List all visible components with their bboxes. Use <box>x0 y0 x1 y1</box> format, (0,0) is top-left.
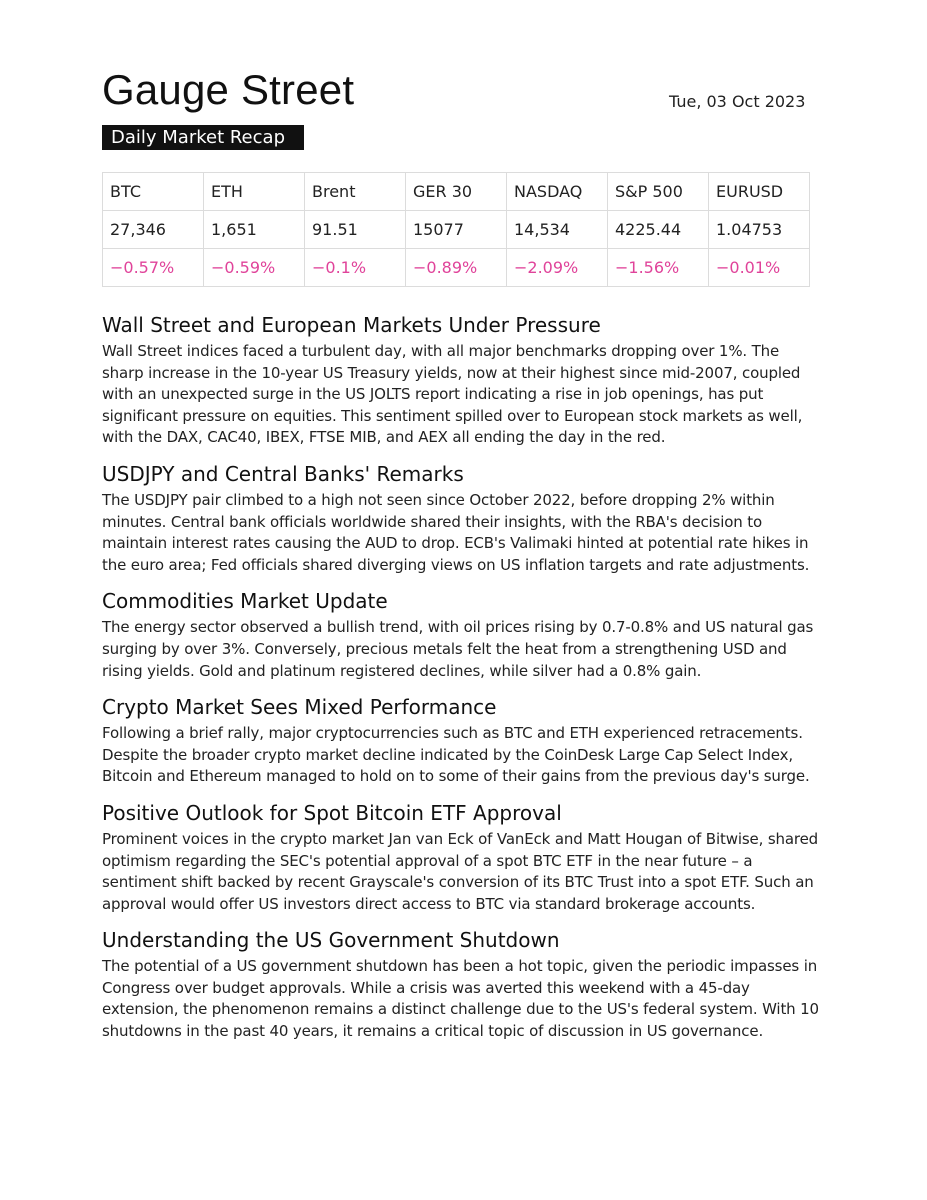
news-section <box>102 798 822 915</box>
section-heading: USDJPY and Central Banks' Remarks <box>102 461 464 486</box>
brand-title: Gauge Street <box>102 66 355 113</box>
ticker-symbol-row <box>103 173 810 211</box>
ticker-change: −2.09% <box>507 249 608 287</box>
news-section <box>102 459 822 576</box>
ticker-price: 1.04753 <box>709 211 810 249</box>
ticker-change-row <box>103 249 810 287</box>
report-date: Tue, 03 Oct 2023 <box>669 92 806 111</box>
news-section <box>102 310 822 449</box>
ticker-price: 91.51 <box>305 211 406 249</box>
section-heading: Crypto Market Sees Mixed Performance <box>102 695 497 720</box>
ticker-price: 15077 <box>406 211 507 249</box>
ticker-change: −0.57% <box>103 249 204 287</box>
section-heading: Commodities Market Update <box>102 589 388 614</box>
ticker-price: 1,651 <box>204 211 305 249</box>
report-subtitle: Daily Market Recap <box>102 125 304 150</box>
section-heading: Positive Outlook for Spot Bitcoin ETF Approval <box>102 800 562 825</box>
section-body: Wall Street indices faced a turbulent day, with all major benchmarks dropping over 1%. The sharp increase in the 10-year US Treasury yields, now at their highest since mid-2007, coupled with an unexpected surge in the US JOLTS report indicating a rise in job openings, has put significant pressure on equities. This sentiment spilled over to European stock markets as well, with the DAX, CAC40, IBEX, FTSE MIB, and AEX all ending the day in the red. <box>102 342 803 447</box>
ticker-price: 27,346 <box>103 211 204 249</box>
ticker-symbol: NASDAQ <box>507 173 608 211</box>
news-section <box>102 586 822 682</box>
section-body: Following a brief rally, major cryptocurrencies such as BTC and ETH experienced retracements. Despite the broader crypto market decline indicated by the CoinDesk Large Cap Select Index, Bitcoin and Ethereum managed to hold on to some of their gains from the previous day's surge. <box>102 724 810 786</box>
ticker-change: −0.1% <box>305 249 406 287</box>
section-body: The USDJPY pair climbed to a high not seen since October 2022, before dropping 2% within minutes. Central bank officials worldwide shared their insights, with the RBA's decision to maintain interest rates causing the AUD to drop. ECB's Valimaki hinted at potential rate hikes in the euro area; Fed officials shared diverging views on US inflation targets and rate adjustments. <box>102 490 810 574</box>
ticker-change: −0.01% <box>709 249 810 287</box>
section-heading: Understanding the US Government Shutdown <box>102 928 560 953</box>
ticker-price: 14,534 <box>507 211 608 249</box>
section-body: Prominent voices in the crypto market Jan van Eck of VanEck and Matt Hougan of Bitwise, shared optimism regarding the SEC's potential approval of a spot BTC ETF in the near future – a sentiment shift backed by recent Grayscale's conversion of its BTC Trust into a spot ETF. Such an approval would offer US investors direct access to BTC via standard brokerage accounts. <box>102 829 819 913</box>
news-section <box>102 925 822 1042</box>
ticker-symbol: GER 30 <box>406 173 507 211</box>
ticker-symbol: ETH <box>204 173 305 211</box>
ticker-price-row <box>103 211 810 249</box>
news-sections <box>102 310 822 1053</box>
section-body: The energy sector observed a bullish trend, with oil prices rising by 0.7-0.8% and US natural gas surging by over 3%. Conversely, precious metals felt the heat from a strengthening USD and rising yields. Gold and platinum registered declines, while silver had a 0.8% gain. <box>102 618 814 680</box>
section-heading: Wall Street and European Markets Under Pressure <box>102 313 601 337</box>
news-section <box>102 692 822 788</box>
ticker-change: −0.59% <box>204 249 305 287</box>
section-body: The potential of a US government shutdown has been a hot topic, given the periodic impasses in Congress over budget approvals. While a crisis was averted this weekend with a 45-day extension, the phenomenon remains a distinct challenge due to the US's federal system. With 10 shutdowns in the past 40 years, it remains a critical topic of discussion in US governance. <box>102 957 819 1041</box>
ticker-change: −1.56% <box>608 249 709 287</box>
ticker-symbol: BTC <box>103 173 204 211</box>
ticker-symbol: S&P 500 <box>608 173 709 211</box>
ticker-symbol: Brent <box>305 173 406 211</box>
market-ticker-table <box>102 172 810 287</box>
ticker-change: −0.89% <box>406 249 507 287</box>
ticker-symbol: EURUSD <box>709 173 810 211</box>
ticker-price: 4225.44 <box>608 211 709 249</box>
